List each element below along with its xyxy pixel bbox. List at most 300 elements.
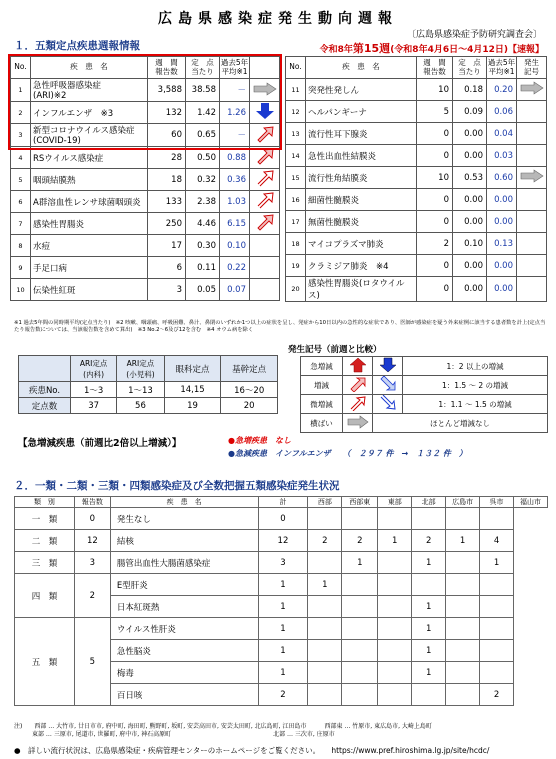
region-cell [446,684,480,706]
region-cell: 1 [308,574,342,596]
class-cell: 三 類 [15,552,75,574]
row-no: 15 [286,167,306,189]
t4-h-name: 疾 患 名 [110,497,258,508]
col-name-r: 疾 患 名 [306,57,417,79]
row-no: 12 [286,101,306,123]
row-no: 20 [286,277,306,302]
disease-cell: 結核 [110,530,258,552]
region-cell: 1 [412,552,446,574]
right-row [286,145,547,167]
row-name [306,123,417,145]
sentinel-cell: 1～13 [117,382,164,398]
row-no: 11 [286,79,306,101]
legend-text: 1：1.1 ～ 1.5 の増減 [403,395,548,414]
region-cell [412,508,446,530]
alert-decrease-label: ●急減疾患 [228,449,267,458]
sentinel-count-table [18,355,278,414]
row-avg: 0.03 [487,145,517,167]
empty-mark [517,255,547,277]
col-name: 疾 患 名 [31,57,148,79]
row-name [31,235,148,257]
week-prefix: 令和8年 [319,45,353,55]
sentinel-cell: 19 [164,398,221,414]
region-cell [342,574,378,596]
count-cell: 2 [74,574,110,618]
footer-line1: 注) 西部 … 大竹市, 廿日市市, 府中町, 海田町, 熊野町, 坂町, 安芸高田市, 安芸太田町, 北広島町, 江田島市 西部東 … 竹原市, 東広島市, 大崎上島町 [14,723,432,730]
count-cell: 3 [74,552,110,574]
legend-text: ほとんど増減なし [373,414,548,433]
empty-mark [517,189,547,211]
disease-name: 急性出血性結膜炎 [308,151,377,162]
region-cell: 1 [480,552,514,574]
region-cell [342,618,378,640]
row-no: 7 [11,213,31,235]
row-no: 14 [286,145,306,167]
disease-cell: ウイルス性肝炎 [110,618,258,640]
disease-row [15,552,548,574]
t4-h-fukuyama: 福山市 [514,497,548,508]
region-cell: 1 [342,552,378,574]
region-cell [378,574,412,596]
t4-h-west: 西部 [308,497,342,508]
gray-right-arrow-icon [517,79,547,101]
sentinel-cell: 37 [71,398,117,414]
row-no: 10 [11,279,31,301]
disease-cell: 百日咳 [110,684,258,706]
left-row [11,213,280,235]
region-cell: 2 [480,684,514,706]
left-row [11,191,280,213]
region-cell [308,640,342,662]
disease-row [15,574,548,596]
region-cell [342,596,378,618]
row-name [306,211,417,233]
row-reports: 0 [417,189,453,211]
row-per: 0.00 [453,255,487,277]
row-reports: 0 [417,277,453,302]
region-cell [308,662,342,684]
row-reports: 2 [417,233,453,255]
row-no: 1 [11,79,31,102]
legend-up-right-icon [343,376,373,395]
sentinel-cell: 14,15 [164,382,221,398]
gray-right-arrow-icon [517,167,547,189]
col-reports-r: 週 間 報告数 [417,57,453,79]
row-name [306,145,417,167]
row-name [31,213,148,235]
col-avg5-r: 過去5年 平均※1 [487,57,517,79]
disease-row [15,618,548,640]
page-title: 広島県感染症発生動向週報 [158,11,398,27]
row-avg: 6.15 [220,213,250,235]
region-cell [446,618,480,640]
region-cell [480,640,514,662]
row-no: 6 [11,191,31,213]
legend-outline-down-icon [373,395,403,414]
region-cell [308,596,342,618]
count-cell: 5 [74,618,110,706]
region-cell [308,618,342,640]
row-no: 8 [11,235,31,257]
row-reports: 3,588 [148,79,186,102]
row-reports: 10 [417,167,453,189]
row-reports: 0 [417,255,453,277]
row-reports: 10 [417,79,453,101]
sentinel-h4: 基幹定点 [221,356,278,382]
row-avg: － [220,124,250,147]
row-name [306,189,417,211]
row-name [31,279,148,301]
row-per: 1.42 [186,102,220,124]
row-no: 2 [11,102,31,124]
row-avg: 0.60 [487,167,517,189]
row-per: 2.38 [186,191,220,213]
region-cell: 2 [342,530,378,552]
left-row [11,257,280,279]
legend-label: 微増減 [301,395,343,414]
row-avg: 1.03 [220,191,250,213]
legend-label: 急増減 [301,357,343,376]
region-cell: 1 [378,530,412,552]
legend-label: 増減 [301,376,343,395]
t4-h-westeast: 西部東 [342,497,378,508]
row-per: 0.30 [186,235,220,257]
col-per: 定 点 当たり [186,57,220,79]
region-cell: 1 [412,662,446,684]
region-cell [446,662,480,684]
region-cell: 1 [412,640,446,662]
disease-name: 感染性胃腸炎(ロタウイルス) [308,279,405,301]
row-reports: 250 [148,213,186,235]
sentinel-h1: ARI定点 (内科) [71,356,117,382]
class-cell: 五 類 [15,618,75,706]
disease-cell: 腸管出血性大腸菌感染症 [110,552,258,574]
footer-link-text: ● 詳しい流行状況は、広島県感染症・疾病管理センターのホームページをご覧ください。 https://www.pref.hiroshima.lg.jp/site/hcdc/ [14,746,490,755]
disease-name: 水痘 [33,241,51,252]
region-cell [446,596,480,618]
legend-title: 発生記号（前週と比較） [288,345,382,355]
t4-h-hiroshima: 広島市 [446,497,480,508]
col-avg5: 過去5年 平均※1 [220,57,250,79]
left-row [11,279,280,301]
disease-name: RSウイルス感染症 [33,153,104,164]
row-name [306,255,417,277]
section2-title: ２．一類・二類・三類・四類感染症及び全数把握五類感染症発生状況 [14,480,340,492]
disease-name-sub: (ARI)※2 [33,91,67,101]
row-avg: 0.00 [487,189,517,211]
week-range: (令和8年4月6日～4月12日)【速報】 [390,45,544,55]
col-no-r: No. [286,57,306,79]
disease-name: 突発性発しん [308,85,360,96]
sentinel-cell: 1～3 [71,382,117,398]
red-outline-up-arrow-icon [250,191,280,213]
disease-cell: E型肝炎 [110,574,258,596]
row-avg: 0.06 [487,101,517,123]
week-number: 第15週 [352,42,391,55]
region-cell [480,508,514,530]
row-no: 5 [11,169,31,191]
region-cell [378,552,412,574]
alert-decrease-value: インフルエンザ （ ２９７ 件 → １３２ 件 ） [274,449,467,458]
empty-mark [517,101,547,123]
region-cell: 2 [308,530,342,552]
disease-name: 新型コロナウイルス感染症 [33,126,135,136]
row-per: 0.32 [186,169,220,191]
sentinel-h0 [19,356,71,382]
alert-title: 【急増減疾患（前週比2倍以上増減）】 [18,438,182,449]
row-reports: 132 [148,102,186,124]
footnotes: ※1 過去5年間の同時期平均(定点当たり) ※2 咳嗽、咽頭痛、呼吸困難、鼻汁、鼻閉のいずれか1つ以上の症状を呈し、発症から10日以内の急性的な症状であり、医師が感染症を疑う外来症例に該当する患者数を計上(定点当たり報告数については、当該報告数を含めて算出) ※3 No.2～6及び12を含む ※4 オウム病を除く [14,320,546,334]
region-cell [378,618,412,640]
row-reports: 5 [417,101,453,123]
row-reports: 28 [148,147,186,169]
region-cell [342,684,378,706]
disease-cell: 日本紅斑熱 [110,596,258,618]
region-cell [342,662,378,684]
legend-text: 1：1.5 ～ 2 の増減 [403,376,548,395]
col-per-r: 定 点 当たり [453,57,487,79]
sentinel-cell: 20 [221,398,278,414]
disease-name: インフルエンザ ※3 [33,108,114,119]
legend-text: 1：2 以上の増減 [403,357,548,376]
highlight-box [8,54,282,150]
right-row [286,123,547,145]
row-avg: 0.10 [220,235,250,257]
section1-title: １．五類定点疾患週報情報 [14,40,140,52]
row-name [306,233,417,255]
region-cell [378,640,412,662]
row-per: 0.00 [453,211,487,233]
region-cell: 3 [258,552,308,574]
right-row [286,189,547,211]
row-per: 0.50 [186,147,220,169]
row-per: 0.00 [453,145,487,167]
sentinel-h3: 眼科定点 [164,356,221,382]
empty-mark [250,257,280,279]
region-cell [308,552,342,574]
region-cell [446,574,480,596]
legend-flat-icon [343,414,373,433]
row-avg: 0.13 [487,233,517,255]
region-cell: 0 [258,508,308,530]
disease-name: A群溶血性レンサ球菌咽頭炎 [33,197,141,208]
right-row [286,211,547,233]
legend-table [300,356,548,433]
row-reports: 0 [417,211,453,233]
sentinel-row1-label: 疾患No. [19,382,71,398]
empty-mark [517,145,547,167]
region-cell [480,574,514,596]
row-avg: － [220,79,250,102]
col-no: No. [11,57,31,79]
sentinel-cell: 56 [117,398,164,414]
disease-name: 細菌性髄膜炎 [308,195,360,206]
region-cell: 1 [412,618,446,640]
row-name [31,191,148,213]
row-reports: 60 [148,124,186,147]
disease-cell: 発生なし [110,508,258,530]
row-per: 0.11 [186,257,220,279]
row-reports: 0 [417,123,453,145]
right-row [286,233,547,255]
disease-name: 手足口病 [33,263,68,274]
row-per: 0.09 [453,101,487,123]
disease-name: 感染性胃腸炎 [33,219,85,230]
disease-cell: 急性脳炎 [110,640,258,662]
row-avg: 0.00 [487,277,517,302]
row-no: 9 [11,257,31,279]
sentinel-table-right [285,56,547,302]
row-per: 4.46 [186,213,220,235]
row-avg: 0.22 [220,257,250,279]
row-no: 13 [286,123,306,145]
region-cell [446,640,480,662]
row-avg: 1.26 [220,102,250,124]
disease-name: 急性呼吸器感染症 [33,81,102,91]
left-row [11,169,280,191]
t4-h-north: 北部 [412,497,446,508]
empty-mark [517,277,547,302]
alert-increase-label: ●急増疾患 [228,436,267,445]
count-cell: 0 [74,508,110,530]
row-per: 0.00 [453,189,487,211]
legend-down-right-icon [373,376,403,395]
row-per: 0.10 [453,233,487,255]
row-reports: 3 [148,279,186,301]
region-cell [308,508,342,530]
row-no: 19 [286,255,306,277]
footer-notes [14,723,432,740]
right-row [286,79,547,101]
disease-name: 流行性耳下腺炎 [308,129,368,140]
row-avg: 0.00 [487,211,517,233]
sentinel-row2-label: 定点数 [19,398,71,414]
empty-mark [517,211,547,233]
t4-h-kure: 呉市 [480,497,514,508]
row-no: 4 [11,147,31,169]
row-reports: 17 [148,235,186,257]
organization-name: 〔広島県感染症予防研究調査会〕 [406,30,542,40]
row-per: 0.65 [186,124,220,147]
disease-name: マイコプラズマ肺炎 [308,239,384,250]
row-reports: 18 [148,169,186,191]
sentinel-cell: 16～20 [221,382,278,398]
row-name [306,277,417,302]
disease-row [15,530,548,552]
row-per: 38.58 [186,79,220,102]
region-cell: 12 [258,530,308,552]
red-outline-up-arrow-icon [250,169,280,191]
t4-h-class: 類 別 [15,497,75,508]
region-cell: 2 [258,684,308,706]
region-cell [480,662,514,684]
disease-row [15,508,548,530]
region-cell [412,574,446,596]
sentinel-h2: ARI定点 (小児科) [117,356,164,382]
row-no: 18 [286,233,306,255]
row-avg: 0.04 [487,123,517,145]
row-reports: 6 [148,257,186,279]
row-per: 0.00 [453,277,487,302]
disease-name: クラミジア肺炎 ※4 [308,261,389,272]
right-row [286,255,547,277]
disease-name: 咽頭結膜熱 [33,175,76,186]
row-avg: 0.20 [487,79,517,101]
region-cell: 1 [258,662,308,684]
alert-lines [228,434,467,460]
disease-name: 流行性角結膜炎 [308,173,368,184]
notifiable-disease-table [14,496,548,706]
row-name [306,167,417,189]
empty-mark [517,123,547,145]
region-cell [446,552,480,574]
right-row [286,101,547,123]
row-avg: 0.88 [220,147,250,169]
legend-outline-up-icon [343,395,373,414]
row-name [306,79,417,101]
red-up-right-arrow-icon [250,213,280,235]
t4-h-total: 計 [258,497,308,508]
right-row [286,277,547,302]
region-cell: 4 [480,530,514,552]
row-no: 3 [11,124,31,147]
count-cell: 12 [74,530,110,552]
right-row [286,167,547,189]
legend-down-icon [373,357,403,376]
row-per: 0.53 [453,167,487,189]
footer-line2: 東部 … 三原市, 尾道市, 世羅町, 府中市, 神石高原町 北部 … 三次市, 庄原市 [14,731,335,739]
row-avg: 0.36 [220,169,250,191]
row-avg: 0.07 [220,279,250,301]
region-cell: 1 [446,530,480,552]
region-cell [412,684,446,706]
region-cell: 1 [258,640,308,662]
region-cell [308,684,342,706]
row-name [31,257,148,279]
region-cell: 2 [412,530,446,552]
region-cell [378,596,412,618]
class-cell: 一 類 [15,508,75,530]
row-name [31,169,148,191]
region-cell [342,508,378,530]
legend-up-icon [343,357,373,376]
col-mark-r: 発生 記号 [517,57,547,79]
region-cell [378,508,412,530]
row-avg: 0.00 [487,255,517,277]
row-per: 0.05 [186,279,220,301]
region-cell [378,662,412,684]
row-reports: 133 [148,191,186,213]
disease-name: 伝染性紅斑 [33,285,76,296]
left-row [11,235,280,257]
row-name [306,101,417,123]
region-cell [378,684,412,706]
class-cell: 二 類 [15,530,75,552]
class-cell: 四 類 [15,574,75,618]
region-cell [480,596,514,618]
region-cell [342,640,378,662]
empty-mark [250,279,280,301]
t4-h-count: 報告数 [74,497,110,508]
region-cell: 1 [258,596,308,618]
row-reports: 0 [417,145,453,167]
disease-name: 無菌性髄膜炎 [308,217,360,228]
col-reports: 週 間 報告数 [148,57,186,79]
row-per: 0.00 [453,123,487,145]
row-no: 17 [286,211,306,233]
t4-h-east: 東部 [378,497,412,508]
region-cell: 1 [258,574,308,596]
